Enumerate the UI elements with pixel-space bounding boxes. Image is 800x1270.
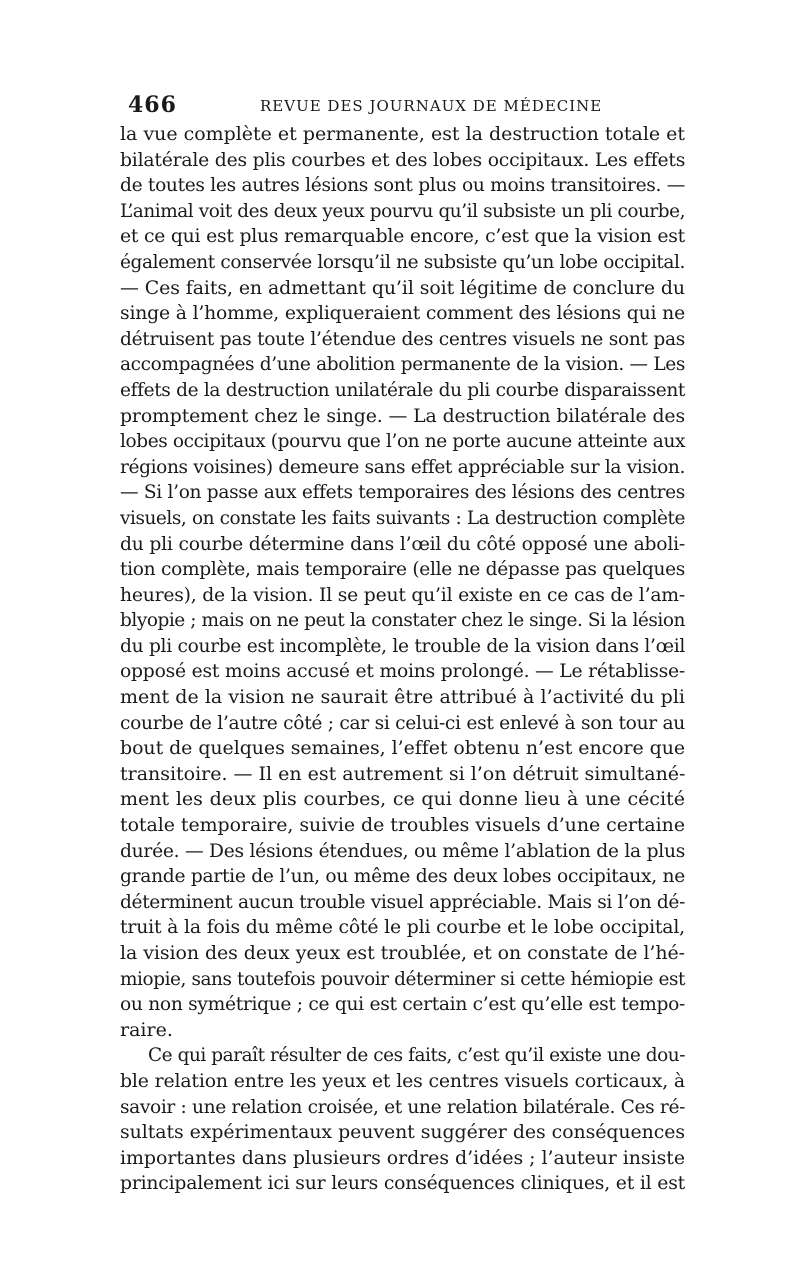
running-title: REVUE DES JOURNAUX DE MÉDECINE [260,97,603,115]
text-line: également conservée lorsqu’il ne subsiste qu’un lobe occipital. [120,251,685,273]
text-line: principalement ici sur leurs conséquences cliniques, et il est [120,1173,685,1195]
text-line: — Ces faits, en admettant qu’il soit légitime de conclure du [120,276,685,299]
page-header [128,92,683,122]
text-line: lobes occipitaux (pourvu que l’on ne porte aucune atteinte aux [120,431,685,453]
text-line: déterminent aucun trouble visuel appréciable. Mais si l’on dé- [120,891,685,913]
text-line: savoir : une relation croisée, et une relation bilatérale. Ces ré- [120,1096,685,1118]
text-line: opposé est moins accusé et moins prolongé. — Le rétablisse- [120,661,685,683]
text-line: ble relation entre les yeux et les centres visuels corticaux, à [120,1070,685,1092]
text-line: bout de quelques semaines, l’effet obtenu n’est encore que [120,737,686,760]
text-line: importantes dans plusieurs ordres d’idées ; l’auteur insiste [120,1146,685,1169]
text-line: grande partie de l’un, ou même des deux lobes occipitaux, ne [120,866,685,888]
text-line: de toutes les autres lésions sont plus ou moins transitoires. — [120,175,685,197]
text-line: — Si l’on passe aux effets temporaires des lésions des centres [120,482,685,504]
text-line: ou non symétrique ; ce qui est certain c’est qu’elle est tempo- [120,994,685,1016]
text-line: du pli courbe détermine dans l’œil du côté opposé une aboli- [120,533,685,555]
text-line: transitoire. — Il en est autrement si l’on détruit simultané- [120,762,686,785]
body-text [120,122,685,1197]
text-line: L’animal voit des deux yeux pourvu qu’il subsiste un pli courbe, [120,200,685,222]
text-line: promptement chez le singe. — La destruction bilatérale des [120,405,685,427]
text-line: régions voisines) demeure sans effet appréciable sur la vision. [120,456,685,478]
text-line: courbe de l’autre côté ; car si celui-ci est enlevé à son tour au [120,712,685,734]
text-line: heures), de la vision. Il se peut qu’il existe en ce cas de l’am- [120,584,685,606]
text-line: Ce qui paraît résulter de ces faits, c’est qu’il existe une dou- [148,1045,685,1067]
text-line: ment de la vision ne saurait être attribué à l’activité du pli [120,686,685,709]
text-line: effets de la destruction unilatérale du pli courbe disparaissent [120,379,685,401]
text-line: truit à la fois du même côté le pli courbe et le lobe occipital, [120,917,685,939]
text-line: raire. [120,1018,173,1041]
text-line: et ce qui est plus remarquable encore, c’est que la vision est [120,226,685,248]
text-line: la vision des deux yeux est troublée, et on constate de l’hé- [120,942,685,964]
text-line: blyopie ; mais on ne peut la constater chez le singe. Si la lésion [120,610,685,632]
text-line: bilatérale des plis courbes et des lobes occipitaux. Les effets [120,149,686,171]
text-line: totale temporaire, suivie de troubles visuels d’une certaine [120,814,685,837]
text-line: durée. — Des lésions étendues, ou même l’ablation de la plus [120,840,685,862]
text-line: miopie, sans toutefois pouvoir déterminer si cette hémiopie est [120,968,685,990]
text-line: détruisent pas toute l’étendue des centres visuels ne sont pas [120,328,685,350]
text-line: la vue complète et permanente, est la destruction totale et [120,123,685,145]
text-line: visuels, on constate les faits suivants : La destruction complète [120,507,685,529]
text-line: du pli courbe est incomplète, le trouble de la vision dans l’œil [120,635,685,657]
text-line: accompagnées d’une abolition permanente de la vision. — Les [120,354,685,376]
text-line: sultats expérimentaux peuvent suggérer des conséquences [120,1121,685,1144]
text-line: tion complète, mais temporaire (elle ne dépasse pas quelques [120,559,685,581]
text-line: singe à l’homme, expliqueraient comment des lésions qui ne [120,303,685,325]
page-number: 466 [128,92,177,118]
text-line: ment les deux plis courbes, ce qui donne lieu à une cécité [120,788,685,811]
